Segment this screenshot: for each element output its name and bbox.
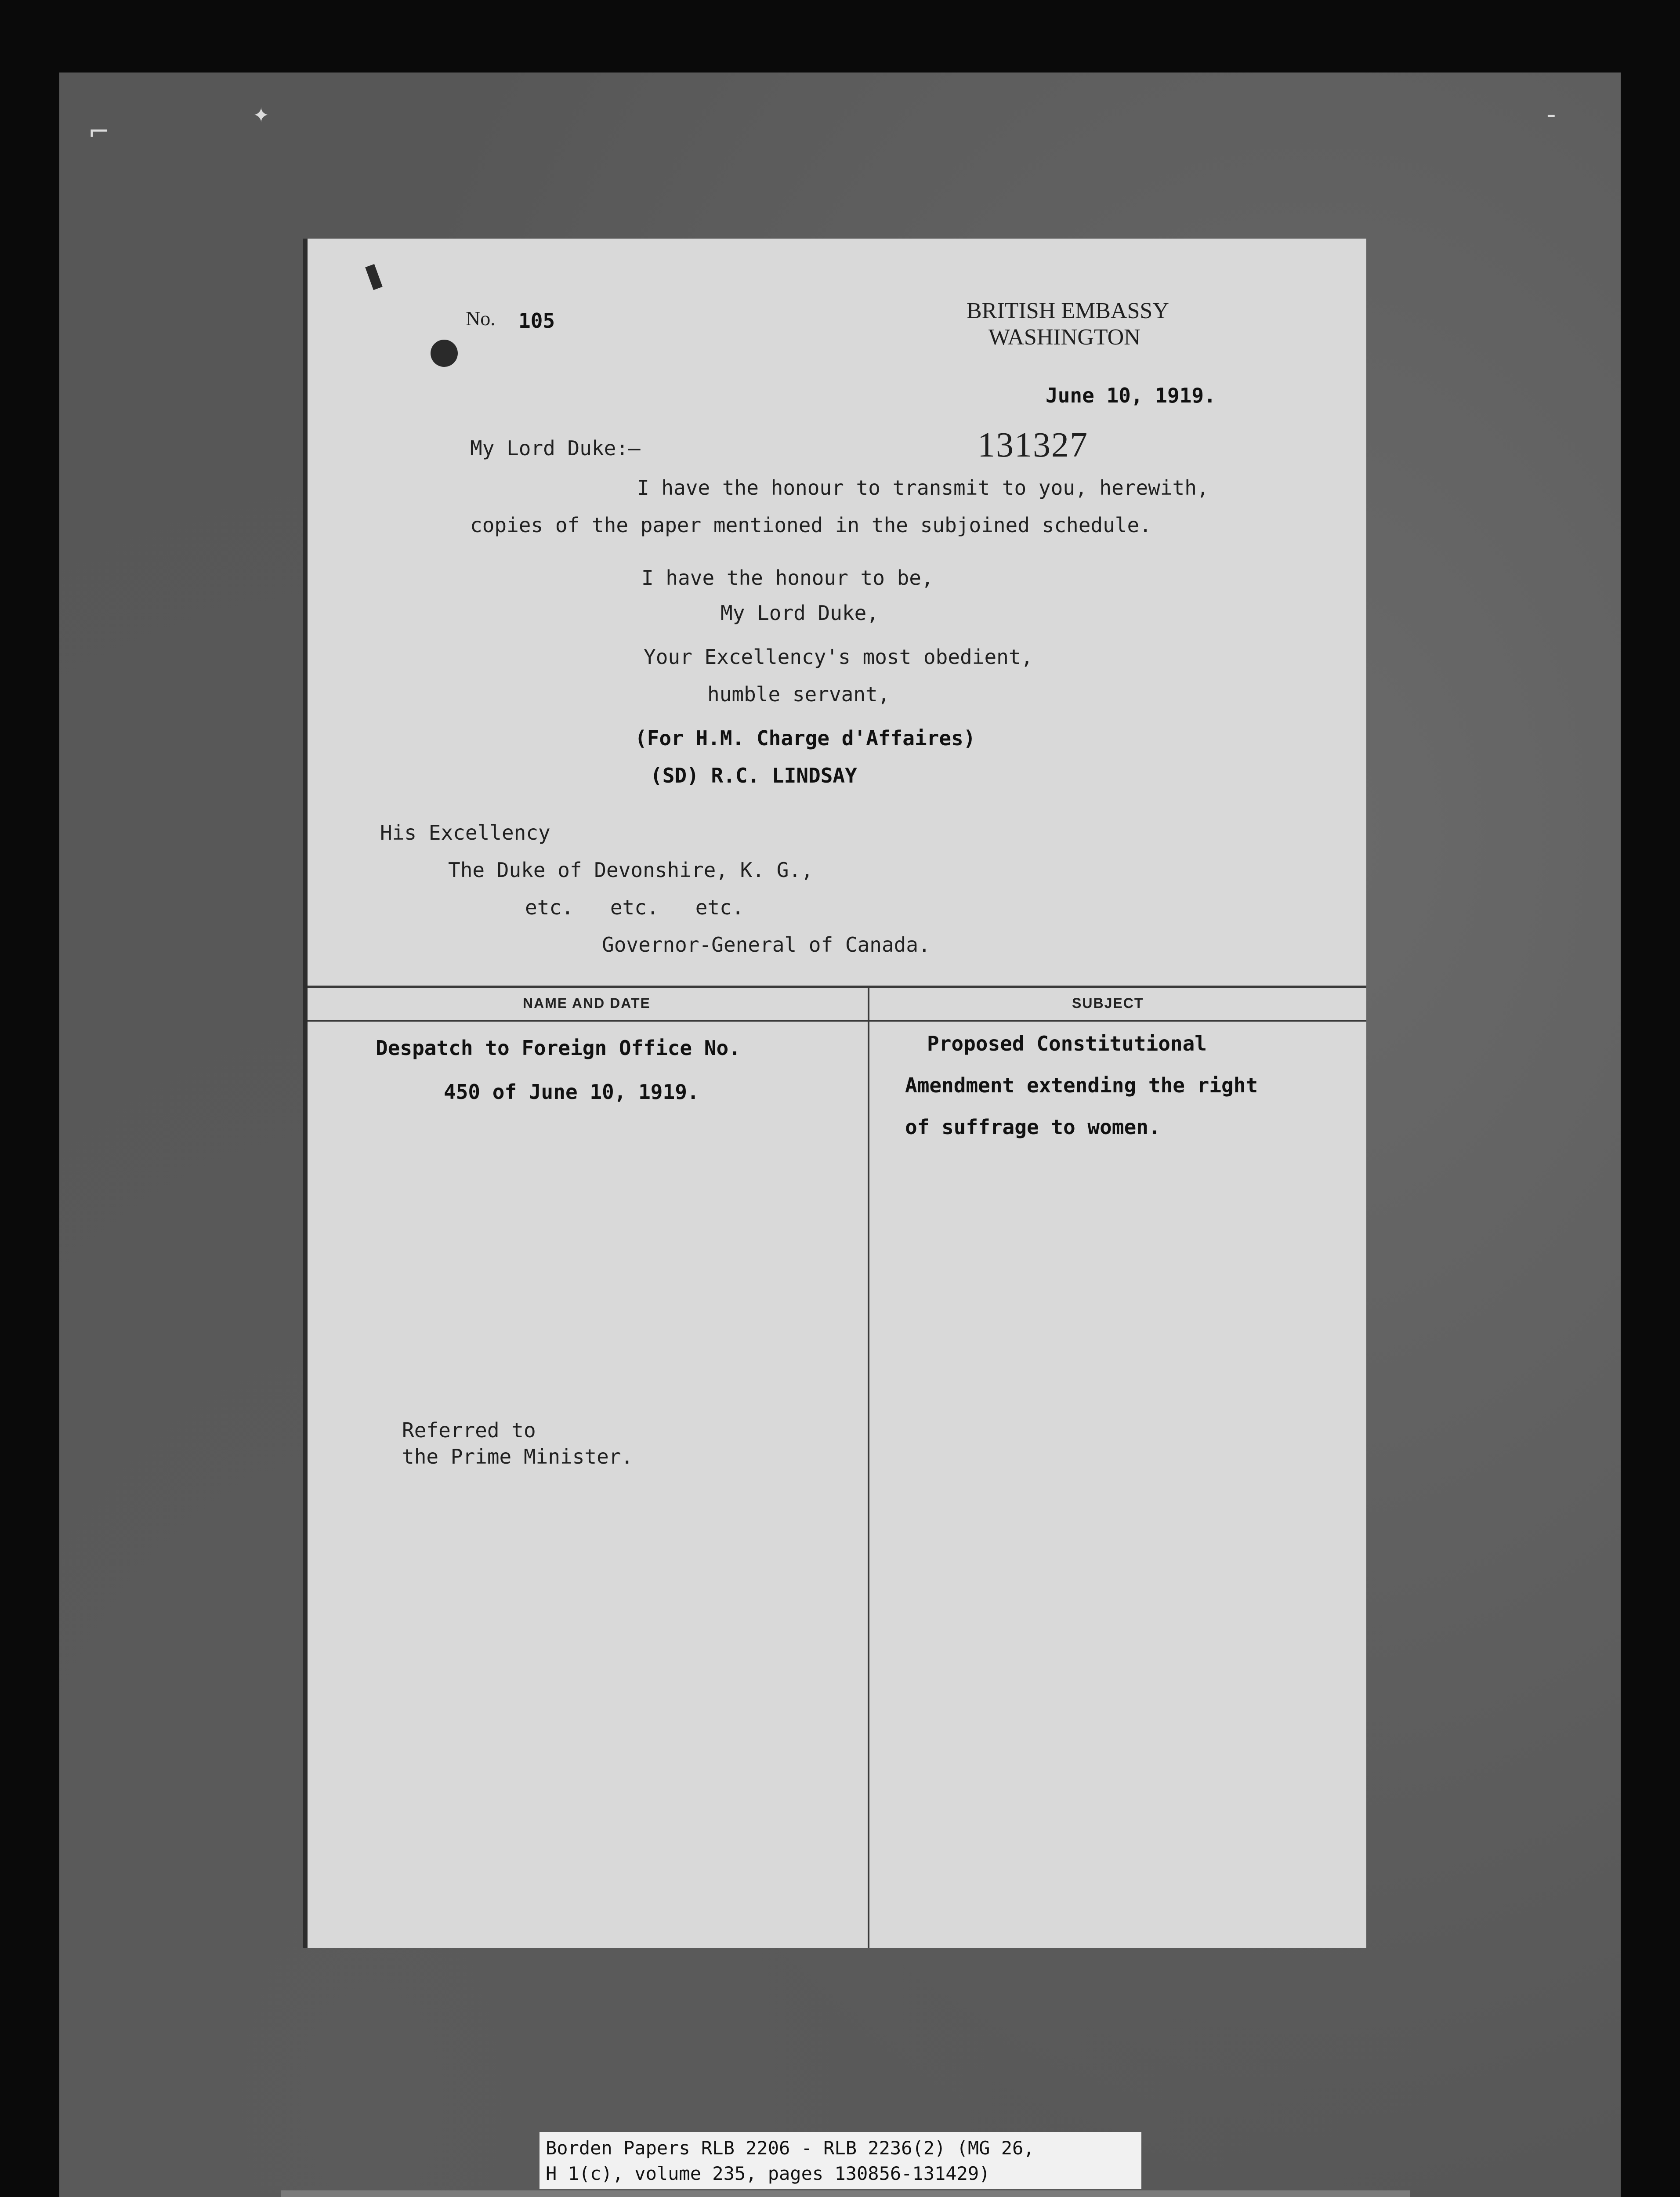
closing-line-4: humble servant,	[707, 682, 890, 706]
referral-note-line-2: the Prime Minister.	[402, 1445, 634, 1468]
edge-mark: -	[1546, 99, 1556, 130]
caption-line-2: H 1(c), volume 235, pages 130856-131429)	[546, 2163, 990, 2184]
closing-line-1: I have the honour to be,	[641, 566, 934, 590]
addressee-line-1: His Excellency	[380, 821, 550, 845]
caption-line-1: Borden Papers RLB 2206 - RLB 2236(2) (MG 26,	[546, 2137, 1035, 2159]
embassy-name: BRITISH EMBASSY	[967, 298, 1169, 323]
corner-mark: ⌐	[88, 116, 110, 147]
schedule-header-rule	[308, 1020, 1366, 1022]
archive-caption	[539, 2132, 1141, 2189]
schedule-subject-line-3: of suffrage to women.	[905, 1115, 1161, 1139]
schedule-name-line-2: 450 of June 10, 1919.	[444, 1080, 699, 1104]
schedule-subject-line-2: Amendment extending the right	[905, 1073, 1258, 1097]
addressee-line-3: etc. etc. etc.	[525, 895, 744, 919]
letter-page	[308, 239, 1366, 1948]
addressee-line-4: Governor-General of Canada.	[602, 933, 931, 957]
embassy-city: WASHINGTON	[988, 325, 1141, 350]
body-line-1: I have the honour to transmit to you, herewith,	[637, 476, 1209, 500]
letter-number-label: No.	[466, 307, 496, 330]
closing-line-3: Your Excellency's most obedient,	[644, 645, 1033, 669]
signature-line-1: (For H.M. Charge d'Affaires)	[635, 726, 976, 750]
schedule-subject-line-1: Proposed Constitutional	[927, 1032, 1207, 1055]
schedule-header-subject: SUBJECT	[1072, 995, 1144, 1011]
body-line-2: copies of the paper mentioned in the subjoined schedule.	[470, 513, 1151, 537]
schedule-top-rule	[308, 986, 1366, 988]
label-shadow	[281, 2190, 1410, 2197]
letter-number-value: 105	[518, 309, 555, 333]
reference-stamp-number: 131327	[978, 426, 1088, 464]
closing-line-2: My Lord Duke,	[721, 601, 879, 625]
salutation: My Lord Duke:—	[470, 436, 641, 460]
punch-hole	[431, 340, 458, 367]
schedule-name-line-1: Despatch to Foreign Office No.	[376, 1036, 741, 1060]
letter-date: June 10, 1919.	[1046, 384, 1216, 407]
schedule-header-name-date: NAME AND DATE	[523, 995, 651, 1011]
signature-line-2: (SD) R.C. LINDSAY	[650, 764, 857, 787]
addressee-line-2: The Duke of Devonshire, K. G.,	[448, 858, 813, 882]
film-speck: ✦	[253, 103, 270, 127]
schedule-column-divider	[868, 986, 869, 1948]
pencil-mark	[365, 264, 382, 290]
referral-note-line-1: Referred to	[402, 1418, 536, 1442]
